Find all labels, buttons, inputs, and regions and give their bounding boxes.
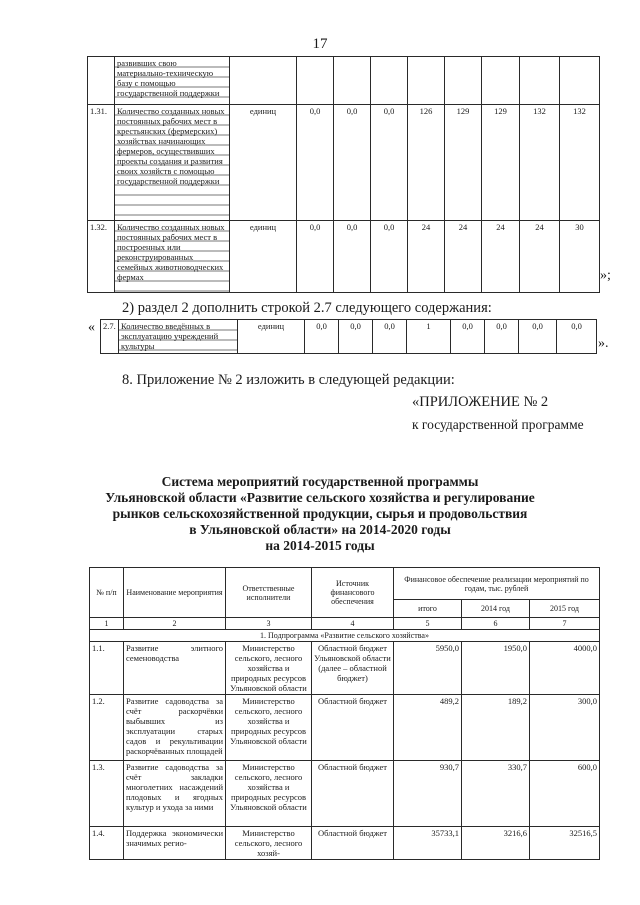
y2015-cell: 32516,5 bbox=[530, 827, 600, 860]
table-row bbox=[88, 105, 600, 221]
measure-name: Поддержка экономически значимых регио- bbox=[124, 827, 226, 860]
value-cell: 0,0 bbox=[339, 320, 373, 354]
unit-cell: единиц bbox=[238, 320, 305, 354]
value-cell: 126 bbox=[408, 105, 445, 221]
measures-table bbox=[89, 567, 600, 860]
table-row bbox=[90, 827, 600, 860]
value-cell: 0,0 bbox=[451, 320, 485, 354]
measure-name: Развитие элитного семеноводства bbox=[124, 642, 226, 695]
table-header-row bbox=[90, 568, 600, 600]
y2014-cell: 3216,6 bbox=[462, 827, 530, 860]
title-line: на 2014-2015 годы bbox=[265, 538, 375, 553]
column-number-row bbox=[90, 618, 600, 630]
row-number: 1.32. bbox=[88, 221, 115, 293]
column-number: 3 bbox=[226, 618, 312, 630]
row-number: 1.4. bbox=[90, 827, 124, 860]
value-cell: 24 bbox=[482, 221, 520, 293]
value-cell: 30 bbox=[560, 221, 600, 293]
value-cell: 0,0 bbox=[519, 320, 557, 354]
section2-text: 2) раздел 2 дополнить строкой 2.7 следующего содержания: bbox=[122, 300, 492, 316]
column-number: 4 bbox=[312, 618, 394, 630]
opening-quote-mark: « bbox=[88, 320, 95, 335]
header-2015: 2015 год bbox=[530, 600, 600, 618]
value-cell: 0,0 bbox=[334, 105, 371, 221]
value-cell: 0,0 bbox=[305, 320, 339, 354]
title-line: рынков сельскохозяйственной продукции, сырья и продовольствия bbox=[112, 506, 528, 521]
closing-quote-mark: »; bbox=[600, 268, 611, 283]
value-cell: 129 bbox=[482, 105, 520, 221]
header-name: Наименование мероприятия bbox=[124, 568, 226, 618]
responsible-cell: Министерство сельского, лесного хозяй- bbox=[226, 827, 312, 860]
indicators-table bbox=[87, 56, 600, 293]
table-row bbox=[88, 57, 600, 105]
row-number: 2.7. bbox=[101, 320, 119, 354]
column-number: 6 bbox=[462, 618, 530, 630]
column-number: 7 bbox=[530, 618, 600, 630]
responsible-cell: Министерство сельского, лесного хозяйства и природных ресурсов Ульяновской области bbox=[226, 761, 312, 827]
value-cell: 24 bbox=[445, 221, 482, 293]
header-finance: Финансовое обеспечение реализации мероприятий по годам, тыс. рублей bbox=[394, 568, 600, 600]
total-cell: 930,7 bbox=[394, 761, 462, 827]
value-cell: 129 bbox=[445, 105, 482, 221]
measure-name: Развитие садоводства за счёт раскорчёвки выбывших из эксплуатации старых садов и рекультивации раскорчёванных площадей bbox=[124, 695, 226, 761]
subprogram-title: 1. Подпрограмма «Развитие сельского хозяйства» bbox=[90, 630, 600, 642]
y2014-cell: 189,2 bbox=[462, 695, 530, 761]
value-cell: 0,0 bbox=[297, 105, 334, 221]
value-cell: 0,0 bbox=[334, 221, 371, 293]
measure-name: Развитие садоводства за счёт закладки многолетних насаждений плодовых и ягодных культур и ухода за ними bbox=[124, 761, 226, 827]
row-name-cell: Количество введённых в эксплуатацию учреждений культуры bbox=[119, 320, 238, 354]
closing-quote-mark: ». bbox=[598, 336, 609, 351]
value-cell: 0,0 bbox=[371, 221, 408, 293]
value-cell: 0,0 bbox=[297, 221, 334, 293]
table-row bbox=[88, 221, 600, 293]
total-cell: 35733,1 bbox=[394, 827, 462, 860]
value-cell: 1 bbox=[407, 320, 451, 354]
header-num: № п/п bbox=[90, 568, 124, 618]
row-name-cell: Количество созданных новых постоянных рабочих мест в построенных или реконструированных семейных животноводческих фермах bbox=[115, 221, 230, 293]
y2015-cell: 600,0 bbox=[530, 761, 600, 827]
header-total: итого bbox=[394, 600, 462, 618]
y2014-cell: 1950,0 bbox=[462, 642, 530, 695]
row-number: 1.3. bbox=[90, 761, 124, 827]
table-row bbox=[90, 761, 600, 827]
value-cell: 132 bbox=[560, 105, 600, 221]
value-cell: 0,0 bbox=[485, 320, 519, 354]
row-number: 1.1. bbox=[90, 642, 124, 695]
table-row bbox=[90, 695, 600, 761]
subprogram-row bbox=[90, 630, 600, 642]
table-row bbox=[90, 642, 600, 695]
appendix-subtitle: к государственной программе bbox=[412, 417, 584, 432]
unit-cell: единиц bbox=[230, 221, 297, 293]
value-cell: 0,0 bbox=[373, 320, 407, 354]
row-name-cell: Количество созданных новых постоянных рабочих мест в крестьянских (фермерских) хозяйствах начинающих фермеров, осуществивших проекты создания и развития своих хозяйств с помощью государственной поддержки bbox=[115, 105, 230, 221]
source-cell: Областной бюджет bbox=[312, 695, 394, 761]
y2014-cell: 330,7 bbox=[462, 761, 530, 827]
column-number: 5 bbox=[394, 618, 462, 630]
value-cell: 0,0 bbox=[557, 320, 597, 354]
culture-indicator-table bbox=[100, 319, 597, 354]
appendix-label: «ПРИЛОЖЕНИЕ № 2 bbox=[412, 394, 549, 410]
header-2014: 2014 год bbox=[462, 600, 530, 618]
header-responsible: Ответственные исполнители bbox=[226, 568, 312, 618]
value-cell: 24 bbox=[520, 221, 560, 293]
row-number: 1.31. bbox=[88, 105, 115, 221]
table-row bbox=[101, 320, 597, 354]
y2015-cell: 300,0 bbox=[530, 695, 600, 761]
title-line: в Ульяновской области» на 2014-2020 годы bbox=[189, 522, 451, 537]
value-cell: 0,0 bbox=[371, 105, 408, 221]
title-line: Ульяновской области «Развитие сельского хозяйства и регулирование bbox=[105, 490, 535, 505]
source-cell: Областной бюджет bbox=[312, 827, 394, 860]
source-cell: Областной бюджет bbox=[312, 761, 394, 827]
value-cell: 24 bbox=[408, 221, 445, 293]
document-title bbox=[0, 474, 640, 554]
column-number: 1 bbox=[90, 618, 124, 630]
page-number: 17 bbox=[312, 36, 328, 52]
item8-text: 8. Приложение № 2 изложить в следующей редакции: bbox=[122, 372, 455, 388]
column-number: 2 bbox=[124, 618, 226, 630]
row-name-cell: развивших свою материально-техническую базу с помощью государственной поддержки bbox=[115, 57, 230, 105]
responsible-cell: Министерство сельского, лесного хозяйства и природных ресурсов Ульяновской области bbox=[226, 642, 312, 695]
y2015-cell: 4000,0 bbox=[530, 642, 600, 695]
source-cell: Областной бюджет Ульяновской области (далее – областной бюджет) bbox=[312, 642, 394, 695]
total-cell: 5950,0 bbox=[394, 642, 462, 695]
row-number: 1.2. bbox=[90, 695, 124, 761]
total-cell: 489,2 bbox=[394, 695, 462, 761]
unit-cell: единиц bbox=[230, 105, 297, 221]
title-line: Система мероприятий государственной программы bbox=[161, 474, 479, 489]
header-source: Источник финансового обеспечения bbox=[312, 568, 394, 618]
value-cell: 132 bbox=[520, 105, 560, 221]
responsible-cell: Министерство сельского, лесного хозяйства и природных ресурсов Ульяновской области bbox=[226, 695, 312, 761]
